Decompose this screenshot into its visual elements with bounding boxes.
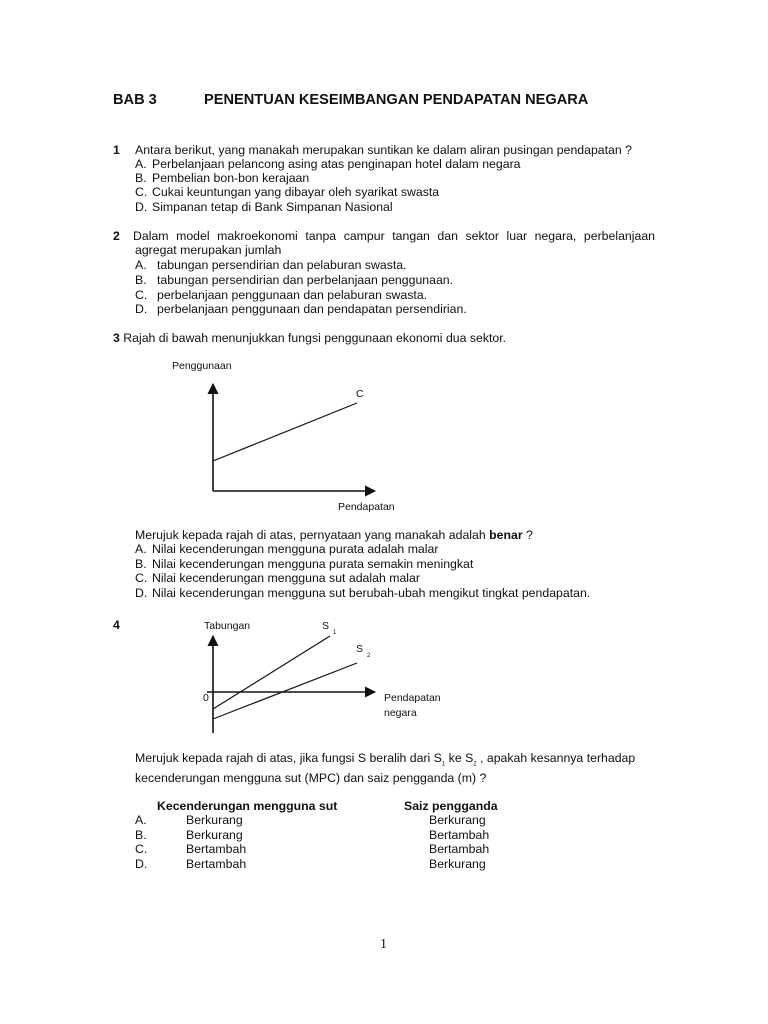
x-axis-label-line-1: Pendapatan bbox=[384, 692, 441, 704]
question-number: 4 bbox=[113, 618, 120, 632]
table-cell-mpc: Berkurang bbox=[186, 828, 243, 842]
prompt-end: ? bbox=[522, 528, 533, 542]
option-text: Nilai kecenderungan mengguna sut adalah malar bbox=[152, 571, 420, 585]
option-letter: D. bbox=[135, 200, 148, 214]
option-letter: B. bbox=[135, 171, 147, 185]
x-axis-label: Pendapatan bbox=[338, 501, 395, 513]
prompt-text: Merujuk kepada rajah di atas, jika fungsi S beralih dari S bbox=[135, 751, 442, 765]
y-axis-label: Tabungan bbox=[204, 620, 251, 632]
curve-label-s1-subscript: 1 bbox=[333, 630, 337, 636]
table-row-letter: C. bbox=[135, 842, 148, 856]
table-row-letter: D. bbox=[135, 857, 148, 871]
question-text: Antara berikut, yang manakah merupakan suntikan ke dalam aliran pusingan pendapatan ? bbox=[135, 143, 632, 157]
prompt-emphasis: benar bbox=[489, 528, 523, 542]
option-letter: C. bbox=[135, 288, 148, 302]
curve-label-s2: S bbox=[356, 643, 364, 655]
option-text: Simpanan tetap di Bank Simpanan Nasional bbox=[152, 200, 393, 214]
question-text-line-2: agregat merupakan jumlah bbox=[135, 243, 282, 257]
prompt-text: ke S bbox=[445, 751, 474, 765]
question-text: Rajah di bawah menunjukkan fungsi penggunaan ekonomi dua sektor. bbox=[123, 331, 507, 345]
option-text: Cukai keuntungan yang dibayar oleh syarikat swasta bbox=[152, 185, 440, 199]
option-letter: B. bbox=[135, 273, 147, 287]
table-cell-multiplier: Bertambah bbox=[429, 842, 490, 856]
question-number: 3 bbox=[113, 331, 120, 345]
option-text: Perbelanjaan pelancong asing atas penginapan hotel dalam negara bbox=[152, 157, 521, 171]
question-number: 2 bbox=[113, 229, 120, 243]
table-row-letter: A. bbox=[135, 813, 147, 827]
option-letter: A. bbox=[135, 542, 147, 556]
subscript: 1 bbox=[441, 761, 446, 768]
option-letter: D. bbox=[135, 302, 148, 316]
option-letter: A. bbox=[135, 258, 147, 272]
table-cell-mpc: Bertambah bbox=[186, 857, 247, 871]
question-prompt-line-1 bbox=[135, 751, 635, 767]
option-text: tabungan persendirian dan perbelanjaan penggunaan. bbox=[157, 273, 454, 287]
question-prompt-line-2: kecenderungan mengguna sut (MPC) dan saiz pengganda (m) ? bbox=[135, 771, 487, 785]
option-text: Nilai kecenderungan mengguna purata adalah malar bbox=[152, 542, 439, 556]
option-letter: A. bbox=[135, 157, 147, 171]
question-text-line-1: Dalam model makroekonomi tanpa campur tangan dan sektor luar negara, perbelanjaan bbox=[133, 229, 655, 243]
table-cell-multiplier: Berkurang bbox=[429, 857, 486, 871]
saving-line-s1 bbox=[213, 636, 330, 709]
x-axis-label-line-2: negara bbox=[384, 707, 417, 719]
table-cell-multiplier: Berkurang bbox=[429, 813, 486, 827]
option-text: Nilai kecenderungan mengguna sut berubah-ubah mengikut tingkat pendapatan. bbox=[152, 586, 591, 600]
option-text: Nilai kecenderungan mengguna purata semakin meningkat bbox=[152, 557, 474, 571]
option-letter: C. bbox=[135, 185, 148, 199]
curve-label-c: C bbox=[356, 388, 364, 400]
table-row-letter: B. bbox=[135, 828, 147, 842]
chapter-code: BAB 3 bbox=[113, 92, 157, 108]
option-letter: B. bbox=[135, 557, 147, 571]
table-header-mpc: Kecenderungan mengguna sut bbox=[157, 799, 338, 813]
option-text: Pembelian bon-bon kerajaan bbox=[152, 171, 310, 185]
prompt-text: Merujuk kepada rajah di atas, pernyataan yang manakah adalah bbox=[135, 528, 490, 542]
curve-label-s1: S bbox=[322, 620, 330, 632]
chapter-title: PENENTUAN KESEIMBANGAN PENDAPATAN NEGARA bbox=[204, 92, 589, 108]
option-text: perbelanjaan penggunaan dan pendapatan persendirian. bbox=[157, 302, 467, 316]
option-text: tabungan persendirian dan pelaburan swasta. bbox=[157, 258, 407, 272]
saving-line-s2 bbox=[213, 663, 357, 719]
table-cell-mpc: Berkurang bbox=[186, 813, 243, 827]
option-text: perbelanjaan penggunaan dan pelaburan swasta. bbox=[157, 288, 428, 302]
curve-label-s2-subscript: 2 bbox=[367, 653, 371, 659]
origin-label: 0 bbox=[203, 692, 209, 704]
table-header-multiplier: Saiz pengganda bbox=[404, 799, 498, 813]
option-letter: D. bbox=[135, 586, 148, 600]
page-number: 1 bbox=[380, 937, 387, 952]
y-axis-label: Penggunaan bbox=[172, 360, 232, 372]
option-letter: C. bbox=[135, 571, 148, 585]
subscript: 2 bbox=[473, 761, 477, 768]
table-cell-mpc: Bertambah bbox=[186, 842, 247, 856]
prompt-text: , apakah kesannya terhadap bbox=[476, 751, 636, 765]
table-cell-multiplier: Bertambah bbox=[429, 828, 490, 842]
question-number: 1 bbox=[113, 143, 120, 157]
